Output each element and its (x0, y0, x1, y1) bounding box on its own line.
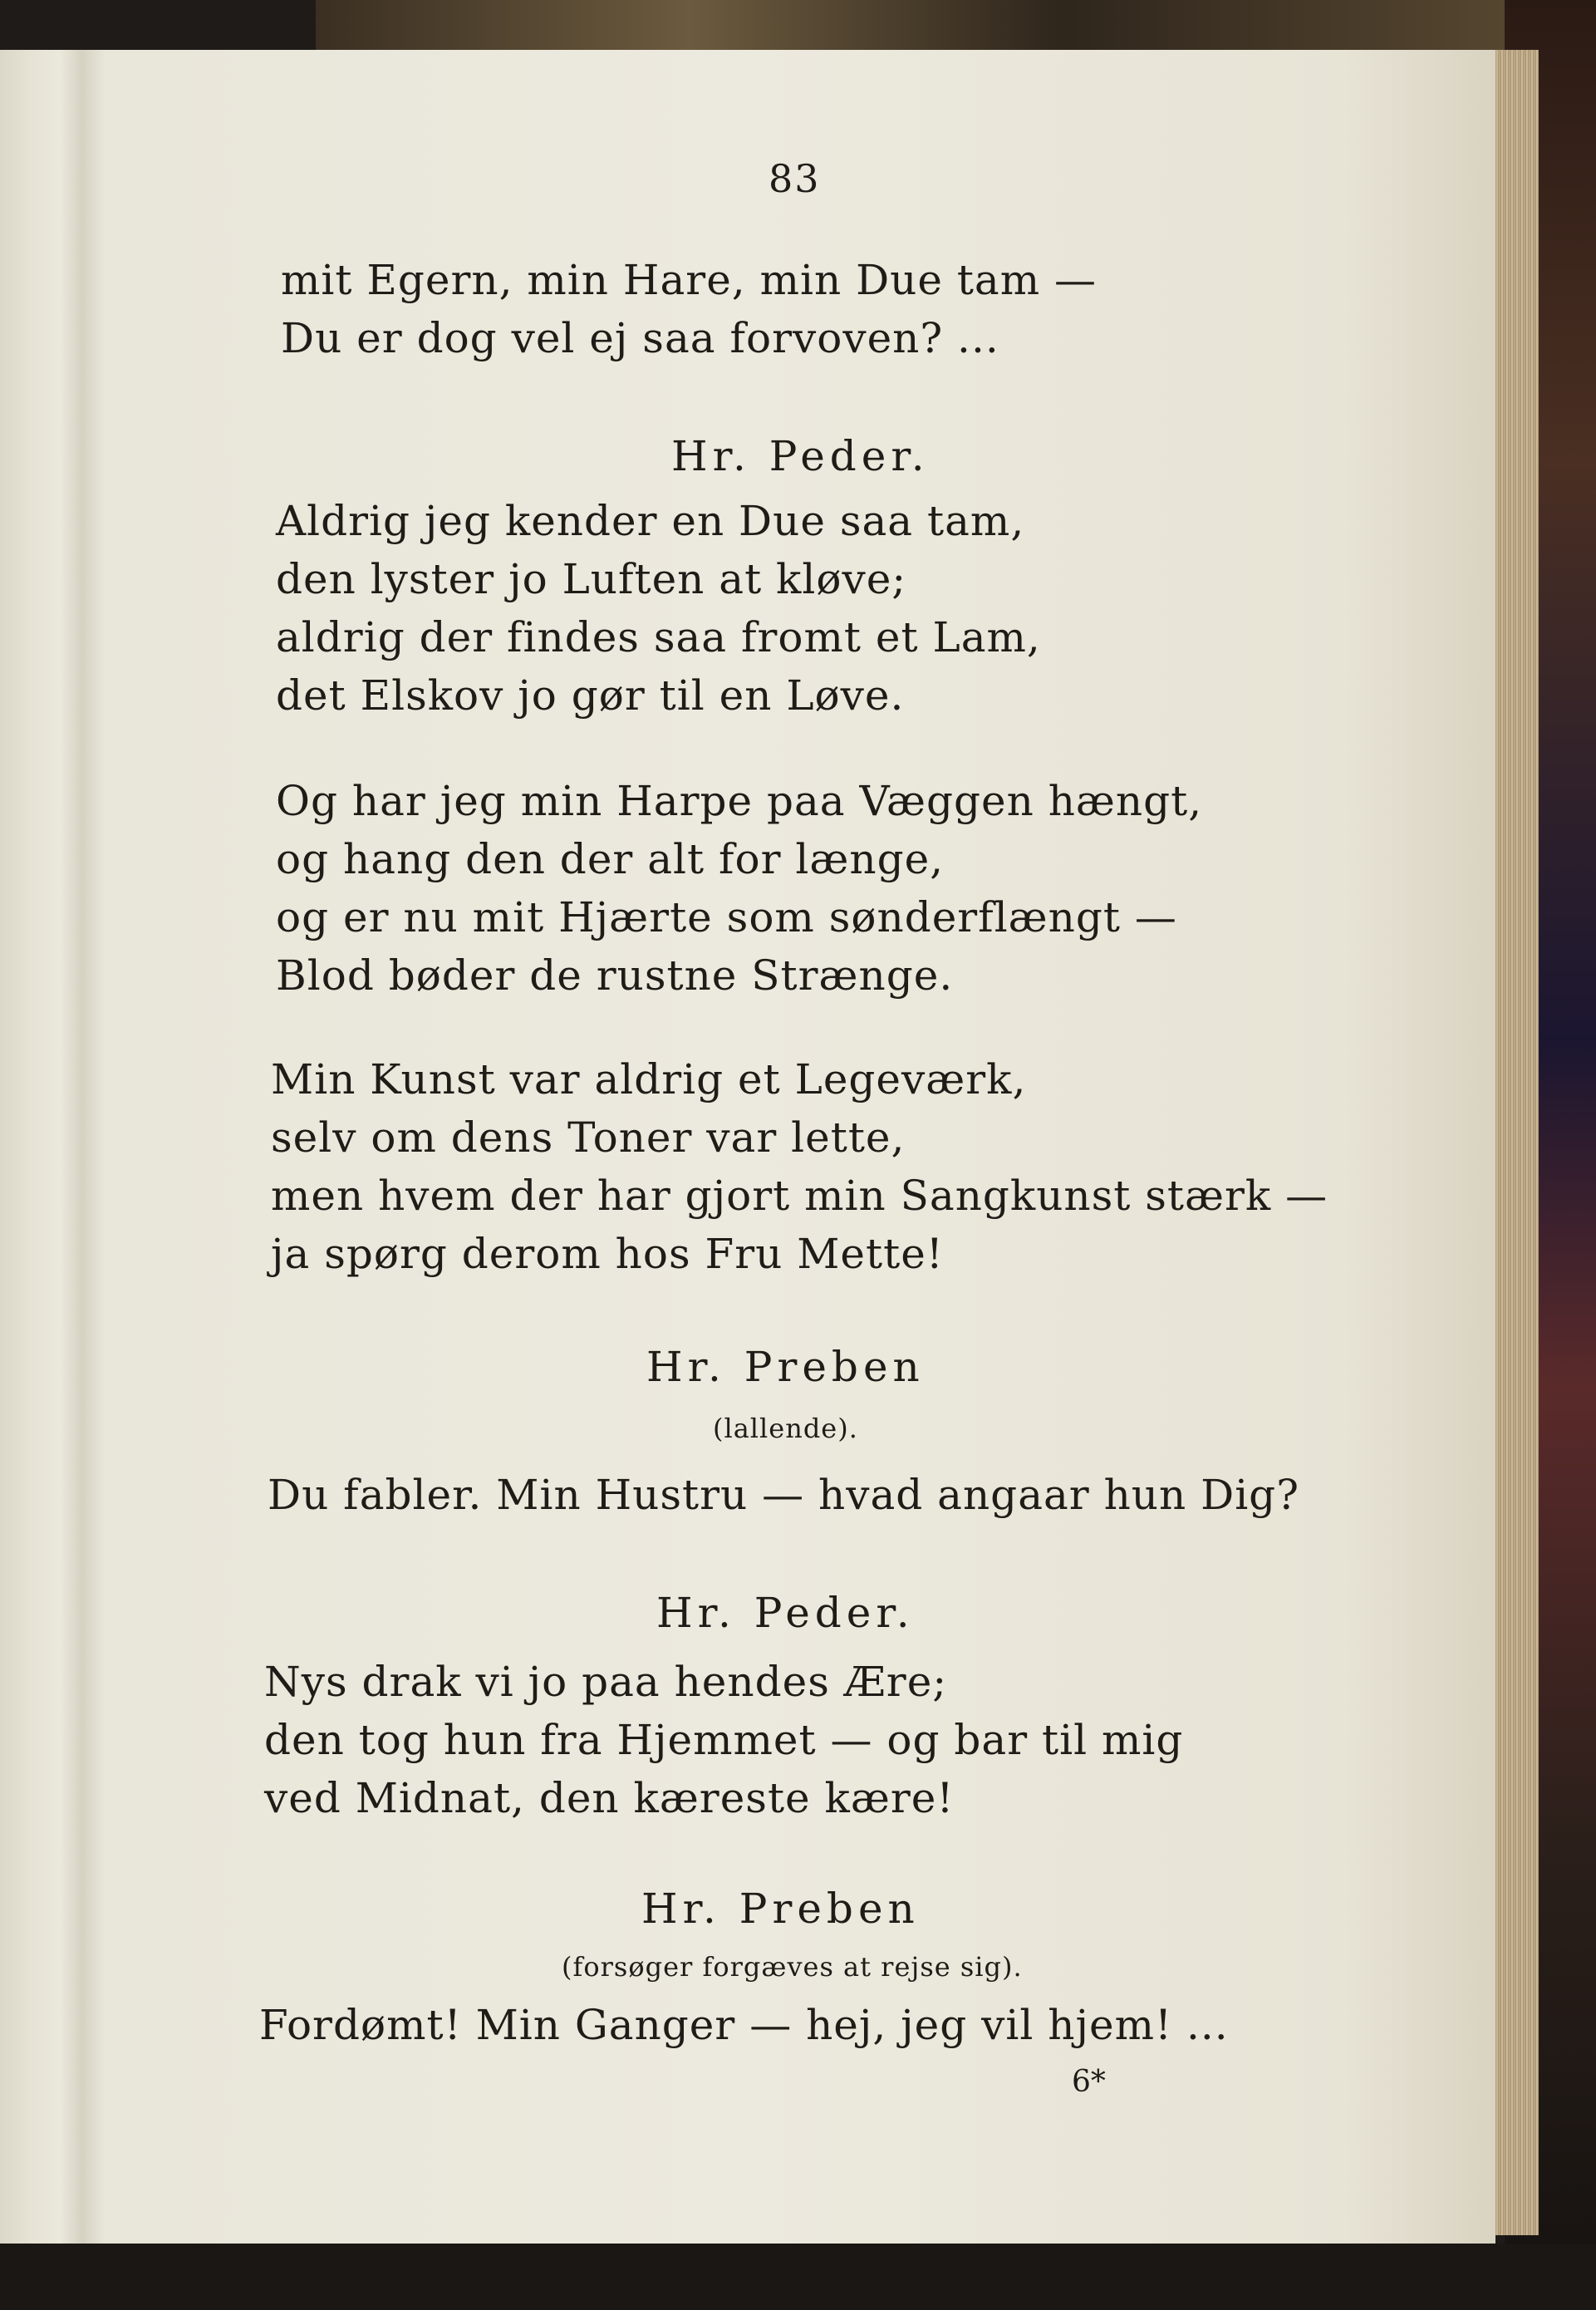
speaker-name: Hr. Preben (641, 1885, 920, 1933)
verse-line: ja spørg derom hos Fru Mette! (271, 1230, 944, 1278)
verse-line: den tog hun fra Hjemmet — og bar til mig (264, 1716, 1184, 1764)
verse-line: selv om dens Toner var lette, (271, 1113, 906, 1162)
verse-line: ved Midnat, den kæreste kære! (264, 1774, 955, 1822)
verse-line: Nys drak vi jo paa hendes Ære; (264, 1658, 948, 1706)
verse-line: Du fabler. Min Hustru — hvad angaar hun Dig? (268, 1471, 1299, 1519)
verse-line: den lyster jo Luften at kløve; (276, 555, 907, 603)
verse-line: Min Kunst var aldrig et Legeværk, (271, 1055, 1027, 1103)
verse-line: og er nu mit Hjærte som sønderflængt — (276, 893, 1177, 941)
verse-line: og hang den der alt for længe, (276, 835, 945, 883)
verse-line: Du er dog vel ej saa forvoven? ... (281, 314, 999, 362)
stage-direction: (lallende). (713, 1413, 858, 1444)
speaker-name: Hr. Preben (646, 1343, 925, 1391)
verse-line: det Elskov jo gør til en Løve. (276, 671, 905, 720)
verse-line: men hvem der har gjort min Sangkunst stærk — (271, 1172, 1328, 1220)
page-number: 83 (769, 156, 821, 201)
speaker-name: Hr. Peder. (671, 432, 930, 480)
verse-line: mit Egern, min Hare, min Due tam — (281, 256, 1098, 304)
verse-line: aldrig der findes saa fromt et Lam, (276, 613, 1041, 661)
signature-mark: 6* (1072, 2065, 1106, 2099)
speaker-name: Hr. Peder. (656, 1589, 915, 1637)
bottom-shadow (0, 2244, 1596, 2310)
verse-line: Blod bøder de rustne Strænge. (276, 951, 954, 1000)
verse-line: Og har jeg min Harpe paa Væggen hængt, (276, 777, 1203, 825)
verse-line: Aldrig jeg kender en Due saa tam, (276, 497, 1025, 545)
verse-line: Fordømt! Min Ganger — hej, jeg vil hjem! ... (259, 2001, 1229, 2049)
stage-direction: (forsøger forgæves at rejse sig). (562, 1951, 1023, 1983)
